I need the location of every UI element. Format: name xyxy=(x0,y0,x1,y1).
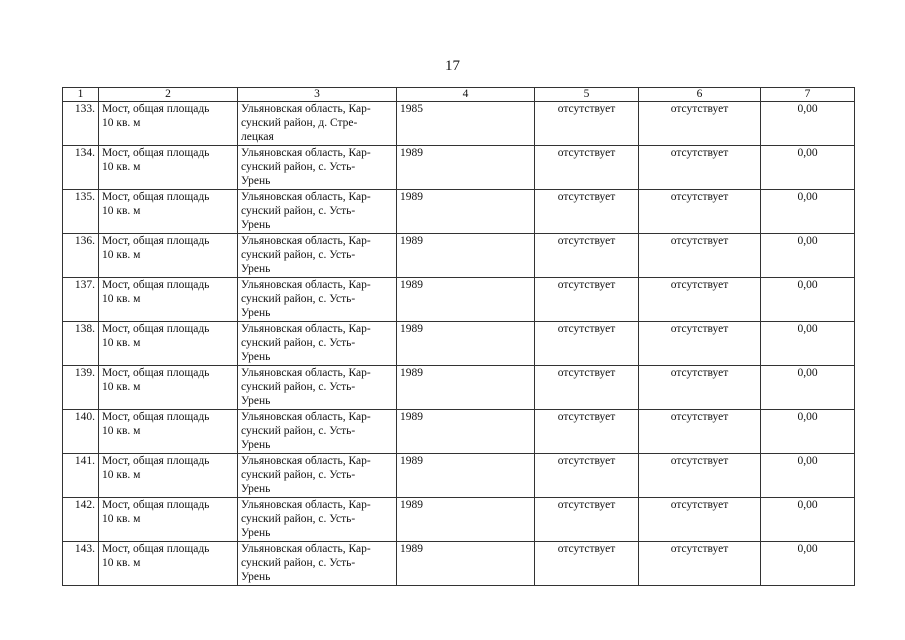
table-row xyxy=(63,366,855,410)
year-cell: 1989 xyxy=(397,542,535,586)
page-number: 17 xyxy=(445,58,460,74)
object-name-cell xyxy=(99,190,238,234)
address-line: сунский район, д. Стре- xyxy=(241,117,358,129)
column-6-cell: отсутствует xyxy=(639,234,761,278)
column-5-cell: отсутствует xyxy=(535,234,639,278)
header-row xyxy=(63,88,855,102)
year-cell: 1989 xyxy=(397,454,535,498)
object-name-line: 10 кв. м xyxy=(102,249,141,261)
object-name-cell xyxy=(99,366,238,410)
column-header: 2 xyxy=(99,88,238,102)
address-line: Урень xyxy=(241,527,271,539)
row-number: 142. xyxy=(63,498,99,542)
address-line: Ульяновская область, Кар- xyxy=(241,455,371,467)
address-cell xyxy=(238,234,397,278)
object-name-line: 10 кв. м xyxy=(102,117,141,129)
address-line: Ульяновская область, Кар- xyxy=(241,235,371,247)
column-header: 6 xyxy=(639,88,761,102)
object-name-cell xyxy=(99,278,238,322)
address-line: Урень xyxy=(241,395,271,407)
column-7-cell: 0,00 xyxy=(761,322,855,366)
object-name-line: 10 кв. м xyxy=(102,337,141,349)
column-5-cell: отсутствует xyxy=(535,542,639,586)
row-number: 143. xyxy=(63,542,99,586)
column-6-cell: отсутствует xyxy=(639,366,761,410)
column-6-cell: отсутствует xyxy=(639,102,761,146)
address-cell xyxy=(238,542,397,586)
object-name-line: 10 кв. м xyxy=(102,381,141,393)
column-header: 1 xyxy=(63,88,99,102)
object-name-cell xyxy=(99,146,238,190)
object-name-cell xyxy=(99,234,238,278)
column-7-cell: 0,00 xyxy=(761,190,855,234)
object-name-line: Мост, общая площадь xyxy=(102,411,210,423)
column-5-cell: отсутствует xyxy=(535,454,639,498)
address-line: Урень xyxy=(241,307,271,319)
column-7-cell: 0,00 xyxy=(761,146,855,190)
year-cell: 1989 xyxy=(397,278,535,322)
object-name-line: Мост, общая площадь xyxy=(102,103,210,115)
row-number: 141. xyxy=(63,454,99,498)
address-line: Ульяновская область, Кар- xyxy=(241,411,371,423)
object-name-line: Мост, общая площадь xyxy=(102,455,210,467)
address-cell xyxy=(238,146,397,190)
table-row xyxy=(63,190,855,234)
object-name-line: 10 кв. м xyxy=(102,425,141,437)
object-name-line: 10 кв. м xyxy=(102,557,141,569)
address-line: сунский район, с. Усть- xyxy=(241,337,356,349)
address-cell xyxy=(238,322,397,366)
object-name-cell xyxy=(99,410,238,454)
object-name-cell xyxy=(99,322,238,366)
object-name-line: Мост, общая площадь xyxy=(102,147,210,159)
object-name-line: 10 кв. м xyxy=(102,205,141,217)
object-name-line: Мост, общая площадь xyxy=(102,367,210,379)
address-line: Ульяновская область, Кар- xyxy=(241,323,371,335)
column-header: 7 xyxy=(761,88,855,102)
column-5-cell: отсутствует xyxy=(535,190,639,234)
address-line: Урень xyxy=(241,351,271,363)
column-5-cell: отсутствует xyxy=(535,102,639,146)
row-number: 135. xyxy=(63,190,99,234)
address-line: Урень xyxy=(241,219,271,231)
object-name-line: 10 кв. м xyxy=(102,469,141,481)
column-7-cell: 0,00 xyxy=(761,366,855,410)
year-cell: 1985 xyxy=(397,102,535,146)
address-line: сунский район, с. Усть- xyxy=(241,469,356,481)
table-row xyxy=(63,410,855,454)
year-cell: 1989 xyxy=(397,410,535,454)
address-cell xyxy=(238,102,397,146)
object-name-line: Мост, общая площадь xyxy=(102,499,210,511)
table-body xyxy=(63,102,855,586)
address-cell xyxy=(238,366,397,410)
object-name-line: 10 кв. м xyxy=(102,161,141,173)
column-6-cell: отсутствует xyxy=(639,498,761,542)
column-5-cell: отсутствует xyxy=(535,278,639,322)
object-name-cell xyxy=(99,542,238,586)
table-row xyxy=(63,542,855,586)
address-cell xyxy=(238,190,397,234)
address-line: Ульяновская область, Кар- xyxy=(241,499,371,511)
address-line: сунский район, с. Усть- xyxy=(241,205,356,217)
register-table xyxy=(62,87,855,586)
object-name-cell xyxy=(99,102,238,146)
object-name-line: Мост, общая площадь xyxy=(102,191,210,203)
column-7-cell: 0,00 xyxy=(761,498,855,542)
address-line: сунский район, с. Усть- xyxy=(241,381,356,393)
object-name-cell xyxy=(99,454,238,498)
column-7-cell: 0,00 xyxy=(761,542,855,586)
column-6-cell: отсутствует xyxy=(639,454,761,498)
row-number: 139. xyxy=(63,366,99,410)
object-name-cell xyxy=(99,498,238,542)
address-line: сунский район, с. Усть- xyxy=(241,425,356,437)
column-6-cell: отсутствует xyxy=(639,410,761,454)
table-row xyxy=(63,322,855,366)
address-line: сунский район, с. Усть- xyxy=(241,293,356,305)
address-line: Ульяновская область, Кар- xyxy=(241,279,371,291)
object-name-line: Мост, общая площадь xyxy=(102,235,210,247)
address-cell xyxy=(238,278,397,322)
column-header: 4 xyxy=(397,88,535,102)
row-number: 138. xyxy=(63,322,99,366)
column-5-cell: отсутствует xyxy=(535,322,639,366)
column-7-cell: 0,00 xyxy=(761,234,855,278)
row-number: 136. xyxy=(63,234,99,278)
column-header: 3 xyxy=(238,88,397,102)
address-line: Ульяновская область, Кар- xyxy=(241,147,371,159)
column-5-cell: отсутствует xyxy=(535,366,639,410)
column-7-cell: 0,00 xyxy=(761,278,855,322)
address-line: сунский район, с. Усть- xyxy=(241,249,356,261)
column-5-cell: отсутствует xyxy=(535,410,639,454)
table-row xyxy=(63,102,855,146)
year-cell: 1989 xyxy=(397,146,535,190)
address-line: Ульяновская область, Кар- xyxy=(241,103,371,115)
address-line: Урень xyxy=(241,263,271,275)
table-row xyxy=(63,146,855,190)
address-line: Урень xyxy=(241,483,271,495)
address-cell xyxy=(238,410,397,454)
object-name-line: 10 кв. м xyxy=(102,513,141,525)
row-number: 137. xyxy=(63,278,99,322)
address-cell xyxy=(238,498,397,542)
row-number: 140. xyxy=(63,410,99,454)
column-6-cell: отсутствует xyxy=(639,190,761,234)
address-line: Ульяновская область, Кар- xyxy=(241,543,371,555)
address-line: Урень xyxy=(241,439,271,451)
object-name-line: Мост, общая площадь xyxy=(102,279,210,291)
table-row xyxy=(63,498,855,542)
year-cell: 1989 xyxy=(397,190,535,234)
year-cell: 1989 xyxy=(397,366,535,410)
table-row xyxy=(63,278,855,322)
table-row xyxy=(63,234,855,278)
column-7-cell: 0,00 xyxy=(761,102,855,146)
address-line: сунский район, с. Усть- xyxy=(241,161,356,173)
column-6-cell: отсутствует xyxy=(639,278,761,322)
column-7-cell: 0,00 xyxy=(761,410,855,454)
column-7-cell: 0,00 xyxy=(761,454,855,498)
address-line: Урень xyxy=(241,175,271,187)
address-line: Ульяновская область, Кар- xyxy=(241,191,371,203)
table-row xyxy=(63,454,855,498)
object-name-line: Мост, общая площадь xyxy=(102,323,210,335)
column-5-cell: отсутствует xyxy=(535,498,639,542)
column-5-cell: отсутствует xyxy=(535,146,639,190)
row-number: 134. xyxy=(63,146,99,190)
column-6-cell: отсутствует xyxy=(639,542,761,586)
column-header: 5 xyxy=(535,88,639,102)
address-cell xyxy=(238,454,397,498)
address-line: Ульяновская область, Кар- xyxy=(241,367,371,379)
year-cell: 1989 xyxy=(397,322,535,366)
object-name-line: Мост, общая площадь xyxy=(102,543,210,555)
row-number: 133. xyxy=(63,102,99,146)
address-line: сунский район, с. Усть- xyxy=(241,513,356,525)
address-line: сунский район, с. Усть- xyxy=(241,557,356,569)
address-line: Урень xyxy=(241,571,271,583)
column-6-cell: отсутствует xyxy=(639,322,761,366)
year-cell: 1989 xyxy=(397,234,535,278)
object-name-line: 10 кв. м xyxy=(102,293,141,305)
address-line: лецкая xyxy=(241,131,274,143)
column-6-cell: отсутствует xyxy=(639,146,761,190)
year-cell: 1989 xyxy=(397,498,535,542)
